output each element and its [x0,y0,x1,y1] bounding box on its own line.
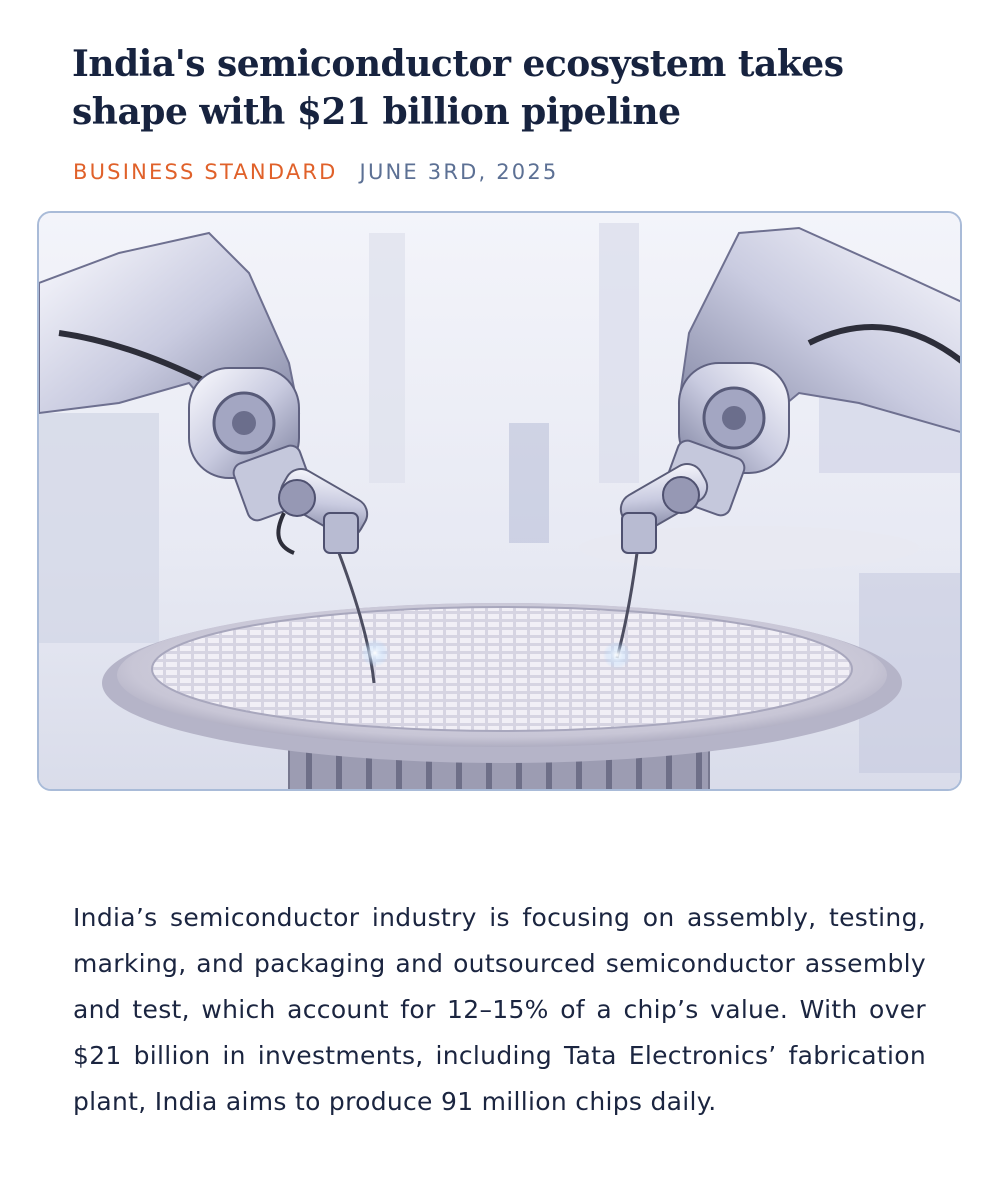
article-body: India’s semiconductor industry is focusing on assembly, testing, marking, and packaging and outsourced semiconductor assembly and test, which account for 12–15% of a chip’s value. With over $21 billion in investments, including Tata Electronics’ fabrication plant, India aims to produce 91 million chips daily. [73,903,926,1116]
date-label: JUNE 3RD, 2025 [359,160,559,184]
source-label: BUSINESS STANDARD [73,160,338,184]
robotic-arms-wafer-illustration [39,213,962,791]
article-meta [73,160,558,184]
article-headline: India's semiconductor ecosystem takes shape with $21 billion pipeline [72,43,844,133]
article-photo [37,211,962,791]
